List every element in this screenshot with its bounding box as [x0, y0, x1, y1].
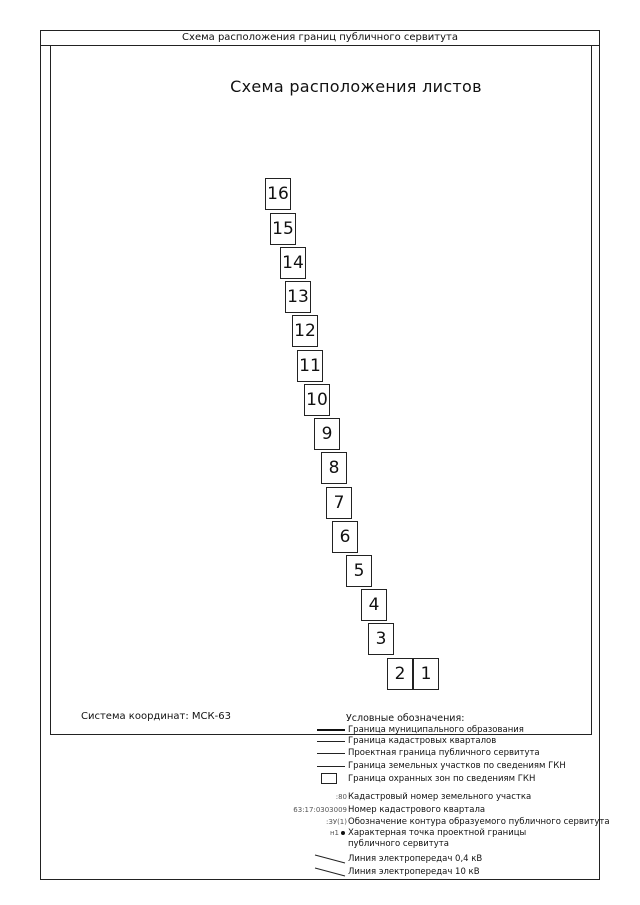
legend-item [311, 866, 601, 878]
legend-point-symbol: н1 [311, 827, 349, 839]
sheet-7: 7 [326, 487, 352, 519]
legend-line-symbol [311, 747, 349, 759]
legend-item-label: Номер кадастрового квартала [348, 805, 486, 815]
sheet-11: 11 [297, 350, 323, 382]
legend-item [311, 827, 601, 849]
legend-item [311, 747, 601, 759]
legend-item-label: Граница муниципального образования [348, 725, 524, 735]
legend-item-label: Характерная точка проектной границы [348, 828, 527, 838]
legend-item-label: Кадастровый номер земельного участка [348, 792, 532, 802]
legend-item [311, 735, 601, 747]
sheet-16: 16 [265, 178, 291, 210]
legend-item-label: Обозначение контура образуемого публичного сервитута [348, 817, 610, 827]
sheet-2: 2 [387, 658, 413, 690]
legend-item-label: Проектная граница публичного сервитута [348, 748, 540, 758]
legend-powerline-symbol [311, 853, 349, 865]
legend-rect-symbol [311, 773, 349, 785]
sheet-5: 5 [346, 555, 372, 587]
legend-item-label: Граница кадастровых кварталов [348, 736, 497, 746]
legend-item [311, 773, 601, 785]
sheet-3: 3 [368, 623, 394, 655]
legend-line-symbol [311, 760, 349, 772]
sheet-12: 12 [292, 315, 318, 347]
legend-item [311, 853, 601, 865]
sheet-13: 13 [285, 281, 311, 313]
sheet-8: 8 [321, 452, 347, 484]
header-title: Схема расположения границ публичного сервитута [41, 31, 599, 46]
sheet-6: 6 [332, 521, 358, 553]
legend-item [311, 791, 601, 803]
sheet-1: 1 [413, 658, 439, 690]
coordinate-system: Система координат: МСК-63 [81, 711, 231, 722]
sheet-10: 10 [304, 384, 330, 416]
legend-label-symbol: :80 [335, 793, 347, 801]
legend-item [311, 760, 601, 772]
map-frame [50, 45, 592, 735]
legend-label-symbol: 63:17:0303009 [293, 806, 347, 814]
legend-item-label: Граница земельных участков по сведениям ГКН [348, 761, 566, 771]
sheet-15: 15 [270, 213, 296, 245]
legend-item-label-continued: публичного сервитута [348, 839, 449, 849]
legend-item-label: Линия электропередач 0,4 кВ [348, 854, 483, 864]
legend-label-symbol: :ЗУ(1) [325, 818, 347, 826]
legend-powerline-symbol [311, 866, 349, 878]
legend-line-symbol [311, 735, 349, 747]
legend-item-label: Граница охранных зон по сведениям ГКН [348, 774, 536, 784]
legend-item-label: Линия электропередач 10 кВ [348, 867, 480, 877]
drawing-sheet [40, 30, 610, 880]
sheet-14: 14 [280, 247, 306, 279]
legend-title: Условные обозначения: [346, 713, 465, 724]
sheet-4: 4 [361, 589, 387, 621]
legend-item [293, 804, 601, 816]
map-title: Схема расположения листов [230, 77, 482, 96]
sheet-9: 9 [314, 418, 340, 450]
